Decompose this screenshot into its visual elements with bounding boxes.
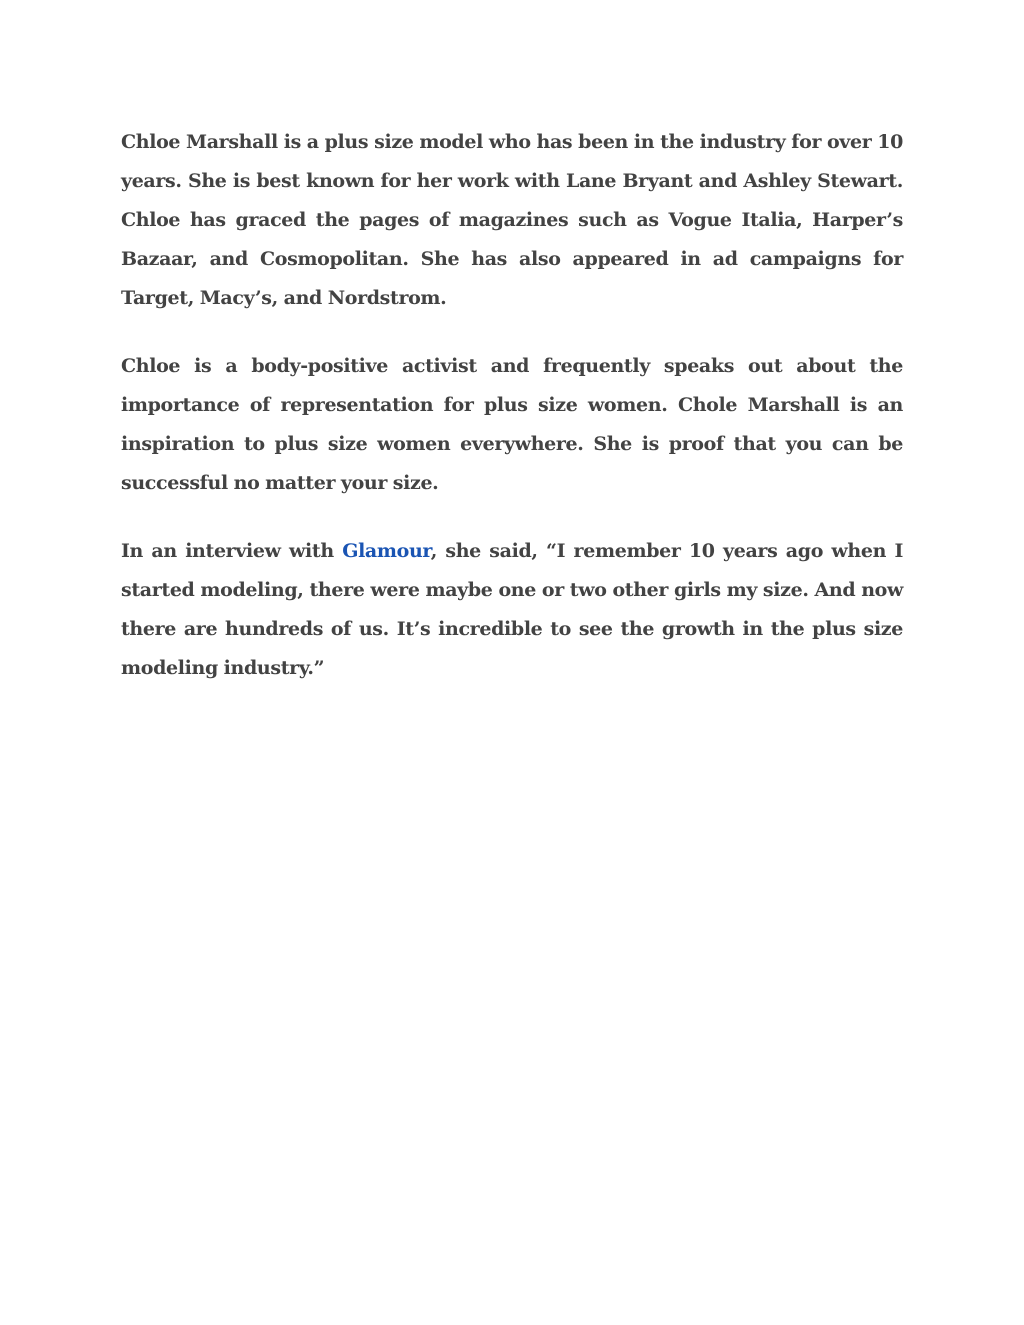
interview-intro-text: In an interview with <box>121 540 343 562</box>
paragraph-activism: Chloe is a body-positive activist and frequently speaks out about the importance of representation for plus size women. Chole Marshall is an inspiration to plus size women everywhere. She is proof that you can be successful no matter your size. <box>121 355 903 494</box>
paragraph-career: Chloe Marshall is a plus size model who has been in the industry for over 10 years. She is best known for her work with Lane Bryant and Ashley Stewart. Chloe has graced the pages of magazines such as Vogue Italia, Harper’s Bazaar, and Cosmopolitan. She has also appeared in ad campaigns for Target, Macy’s, and Nordstrom. <box>121 131 903 309</box>
glamour-link[interactable]: Glamour <box>342 540 431 562</box>
interview-quote-text: , she said, “I remember 10 years ago when I started modeling, there were maybe one or two other girls my size. And now there are hundreds of us. It’s incredible to see the growth in the plus size modeling industry.” <box>121 540 904 679</box>
paragraph-interview <box>121 532 903 688</box>
article-body <box>121 123 903 717</box>
